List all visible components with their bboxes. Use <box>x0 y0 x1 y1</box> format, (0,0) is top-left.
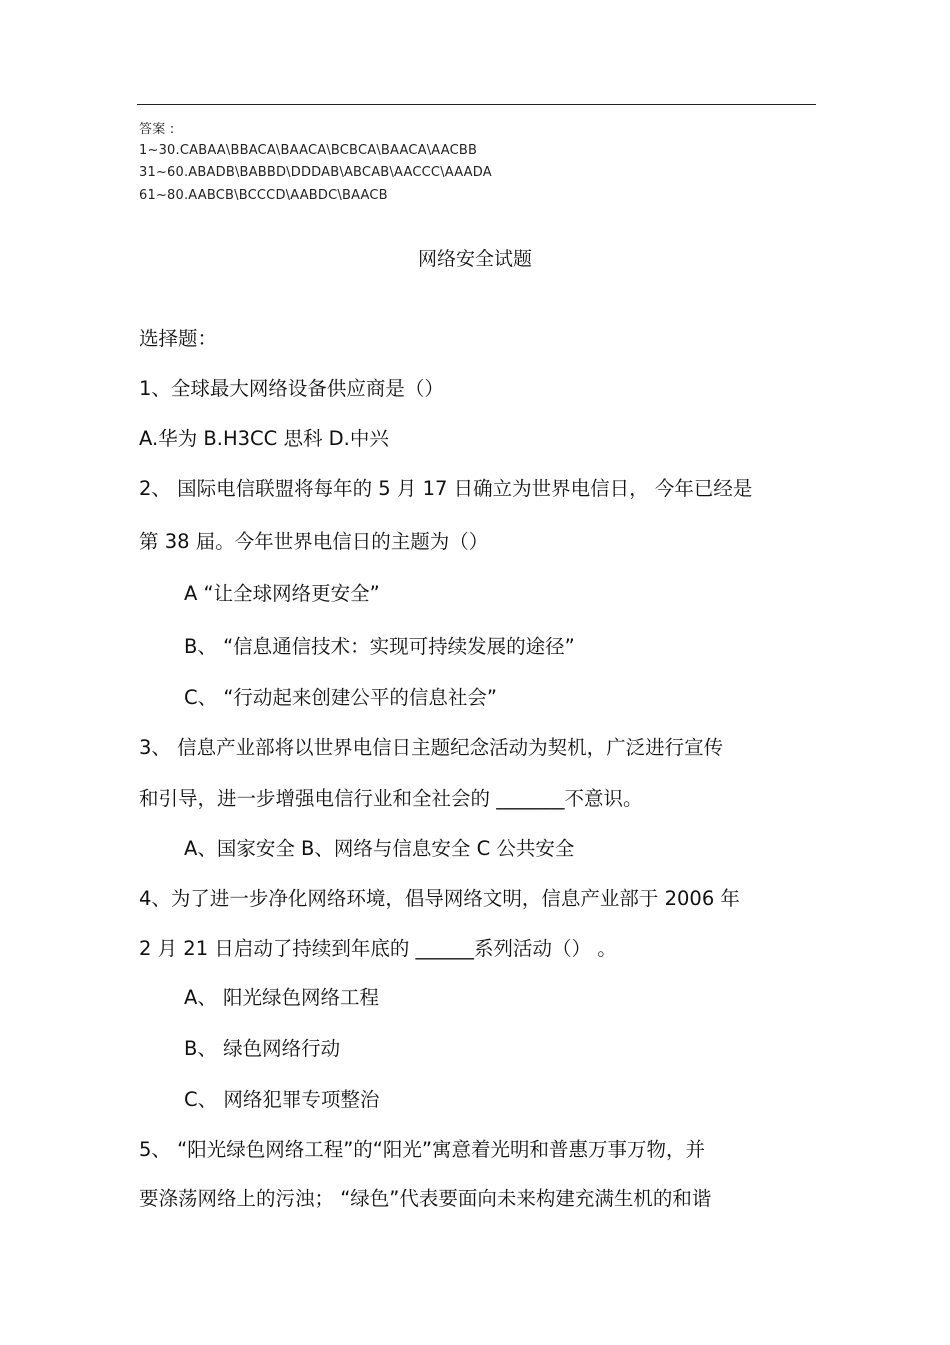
question-3-line-1: 3、 信息产业部将以世界电信日主题纪念活动为契机，广泛进行宣传 <box>139 736 724 759</box>
question-1: 1、全球最大网络设备供应商是（） <box>139 377 444 400</box>
question-2-option-c: C、 “行动起来创建公平的信息社会” <box>184 686 498 709</box>
question-2-option-b: B、 “信息通信技术：实现可持续发展的途径” <box>184 635 575 658</box>
question-3-options: A、国家安全 B、网络与信息安全 C 公共安全 <box>184 837 575 860</box>
question-4-line-2: 2 月 21 日启动了持续到年底的 ______系列活动（） 。 <box>139 937 617 960</box>
question-4-option-c: C、 网络犯罪专项整治 <box>184 1088 380 1111</box>
section-heading: 选择题： <box>139 327 218 350</box>
question-4-line-1: 4、为了进一步净化网络环境，倡导网络文明，信息产业部于 2006 年 <box>139 887 740 910</box>
question-2-line-1: 2、 国际电信联盟将每年的 5 月 17 日确立为世界电信日， 今年已经是 <box>139 477 753 500</box>
question-3-line-2: 和引导，进一步增强电信行业和全社会的 _______不意识。 <box>139 787 643 810</box>
answer-line-2: 31~60.ABADB\BABBD\DDDAB\ABCAB\AACCC\AAADA <box>139 165 492 180</box>
answer-label: 答案 : <box>139 122 175 137</box>
question-4-option-a: A、 阳光绿色网络工程 <box>184 986 380 1009</box>
question-4-option-b: B、 绿色网络行动 <box>184 1037 341 1060</box>
question-1-options: A.华为 B.H3CC 思科 D.中兴 <box>139 427 389 450</box>
answer-line-3: 61~80.AABCB\BCCCD\AABDC\BAACB <box>139 188 388 203</box>
question-5-line-2: 要涤荡网络上的污浊； “绿色”代表要面向未来构建充满生机的和谐 <box>139 1187 712 1210</box>
question-2-line-2: 第 38 届。今年世界电信日的主题为（） <box>139 530 489 553</box>
question-2-option-a: A “让全球网络更安全” <box>184 582 380 605</box>
answer-line-1: 1~30.CABAA\BBACA\BAACA\BCBCA\BAACA\AACBB <box>139 143 478 158</box>
header-rule <box>137 104 816 105</box>
question-5-line-1: 5、 “阳光绿色网络工程”的“阳光”寓意着光明和普惠万事万物，并 <box>139 1138 706 1161</box>
page-title: 网络安全试题 <box>417 248 532 270</box>
